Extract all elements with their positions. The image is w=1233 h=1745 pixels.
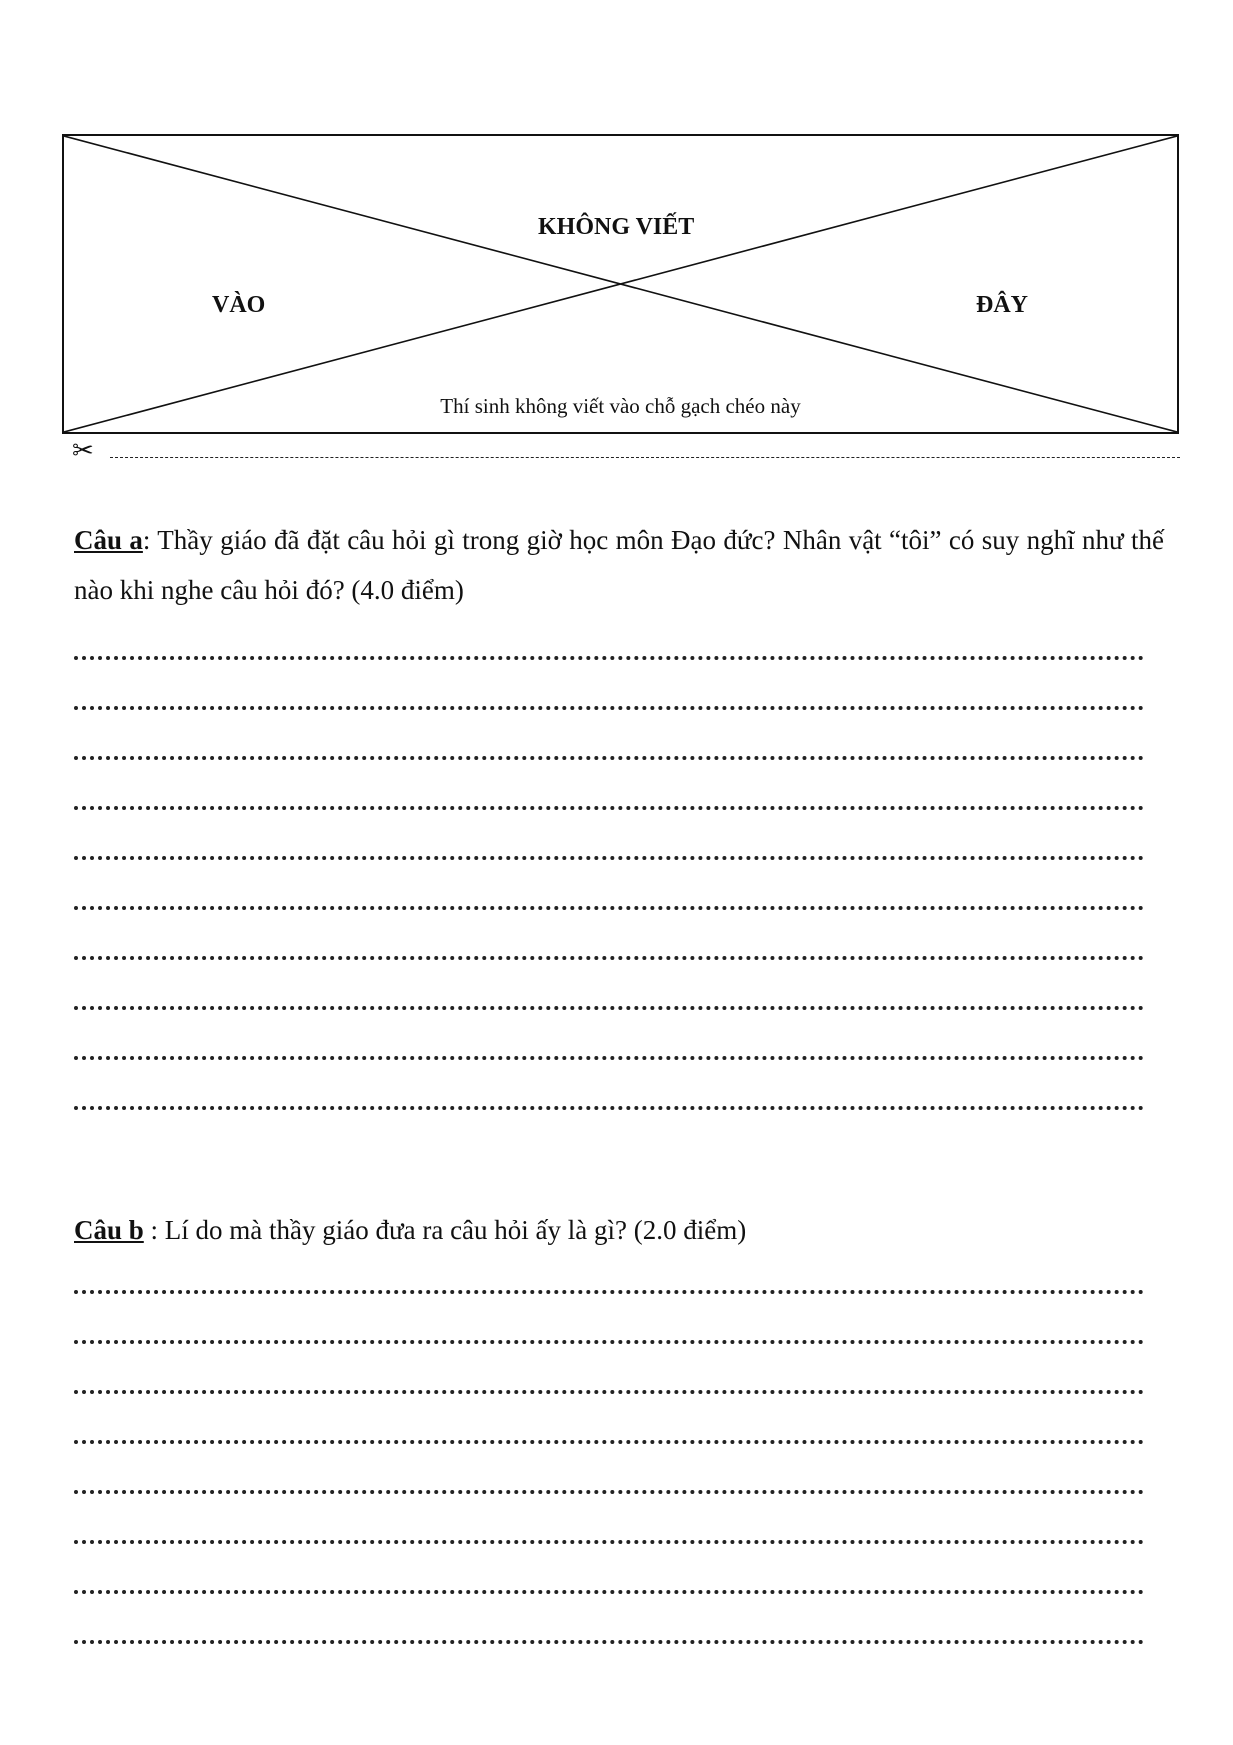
answer-line[interactable] <box>74 710 1144 760</box>
box-title: KHÔNG VIẾT <box>538 214 695 240</box>
answer-line[interactable] <box>74 860 1144 910</box>
answer-line[interactable] <box>74 1444 1144 1494</box>
question-b-text: : Lí do mà thầy giáo đưa ra câu hỏi ấy là gì? (2.0 điểm) <box>143 1215 747 1245</box>
answer-line[interactable] <box>74 1060 1144 1110</box>
answer-line[interactable] <box>74 1244 1144 1294</box>
answer-line[interactable] <box>74 1010 1144 1060</box>
answer-line[interactable] <box>74 960 1144 1010</box>
no-write-box <box>62 134 1179 434</box>
answer-lines-a[interactable] <box>74 610 1144 1110</box>
answer-line[interactable] <box>74 1544 1144 1594</box>
cut-line <box>72 436 1180 466</box>
answer-line[interactable] <box>74 1294 1144 1344</box>
answer-line[interactable] <box>74 660 1144 710</box>
scissors-icon: ✂ <box>72 436 94 466</box>
answer-line[interactable] <box>74 1494 1144 1544</box>
answer-line[interactable] <box>74 1594 1144 1644</box>
answer-line[interactable] <box>74 610 1144 660</box>
answer-line[interactable] <box>74 910 1144 960</box>
answer-line[interactable] <box>74 1394 1144 1444</box>
question-a <box>74 515 1164 615</box>
question-a-label: Câu a <box>74 525 143 555</box>
box-right-word: ĐÂY <box>976 292 1028 318</box>
answer-line[interactable] <box>74 1344 1144 1394</box>
box-left-word: VÀO <box>212 292 266 318</box>
answer-line[interactable] <box>74 810 1144 860</box>
box-note: Thí sinh không viết vào chỗ gạch chéo này <box>440 394 801 418</box>
diagonal-cross <box>64 136 1177 432</box>
question-b-label: Câu b <box>74 1215 144 1245</box>
question-a-text: : Thầy giáo đã đặt câu hỏi gì trong giờ học môn Đạo đức? Nhân vật “tôi” có suy nghĩ như thế nào khi nghe câu hỏi đó? (4.0 điểm) <box>74 525 1164 605</box>
answer-line[interactable] <box>74 760 1144 810</box>
answer-lines-b[interactable] <box>74 1244 1144 1644</box>
dashed-cut-line <box>110 457 1180 458</box>
